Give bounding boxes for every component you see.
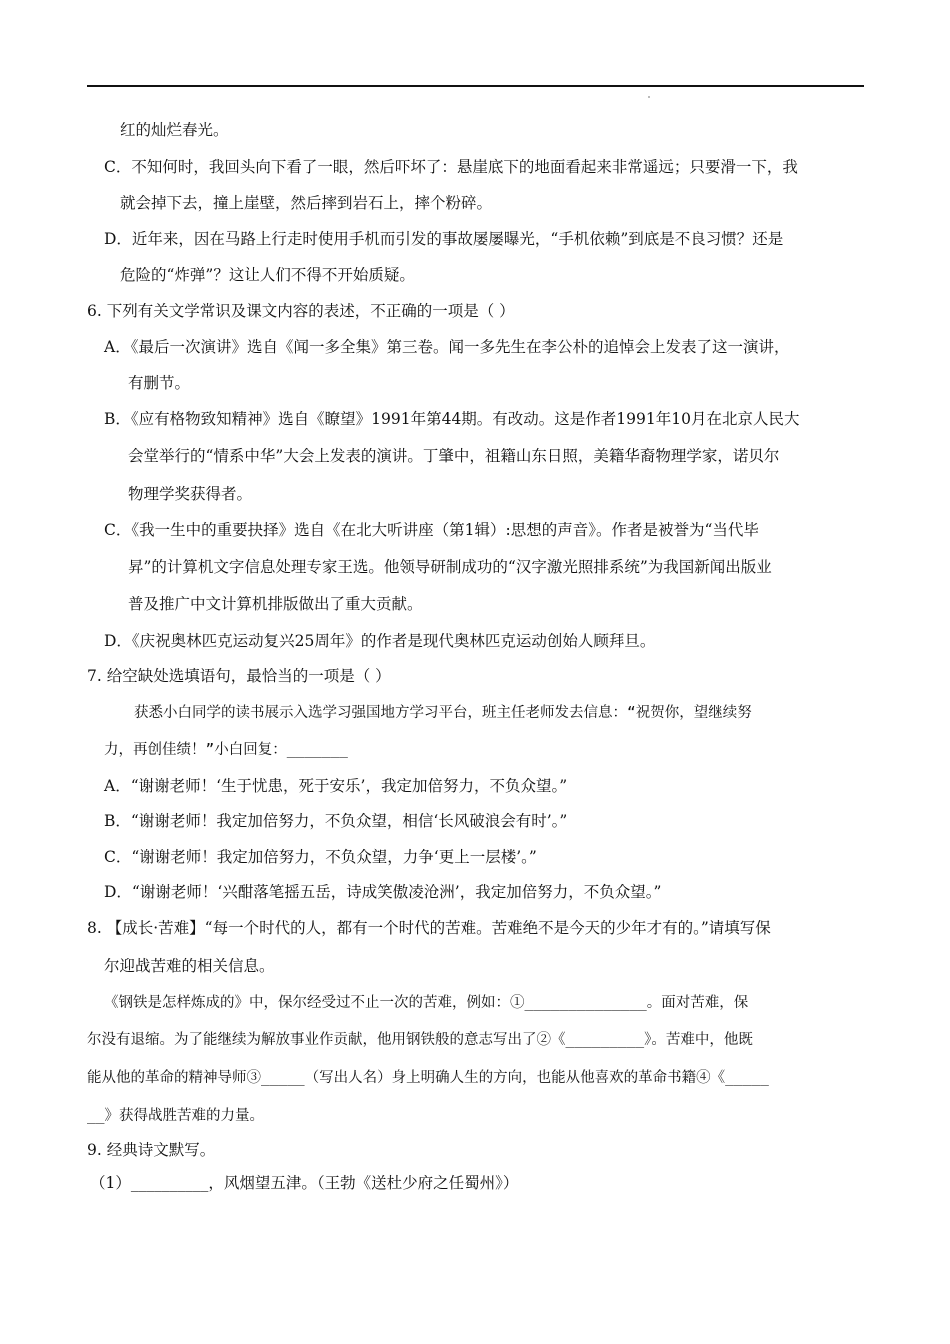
q6-option-a: A．《最后一次演讲》选自《闻一多全集》第三卷。闻一多先生在李公朴的追悼会上发表了这一演讲， [104,338,790,356]
q6-option-b: B．《应有格物致知精神》选自《瞭望》1991年第44期。有改动。这是作者1991年10月在北京人民大 [104,410,800,428]
header-dot [648,96,650,98]
question-7: 7. 给空缺处选填语句，最恰当的一项是（ ） [87,667,391,685]
text-line: 红的灿烂春光。 [120,121,229,139]
question-8: 8. 【成长·苦难】“每一个时代的人，都有一个时代的苦难。苦难绝不是今天的少年才有的。”请填写保 [87,919,771,937]
text-line: 就会掉下去，撞上崖壁，然后摔到岩石上，摔个粉碎。 [120,194,493,212]
text-line: 危险的“炸弹”？这让人们不得不开始质疑。 [120,266,415,284]
q7-option-a: A．“谢谢老师！‘生于忧患，死于安乐’，我定加倍努力，不负众望。” [104,777,568,795]
question-6: 6. 下列有关文学常识及课文内容的表述，不正确的一项是（ ） [87,302,515,320]
q6-option-c: C．《我一生中的重要抉择》选自《在北大听讲座（第1辑）:思想的声音》。作者是被誉为“当代毕 [104,521,759,539]
q7-option-d: D．“谢谢老师！‘兴酣落笔摇五岳，诗成笑傲凌沧洲’，我定加倍努力，不负众望。” [104,883,662,901]
header-rule [87,85,864,87]
q8-passage: 能从他的革命的精神导师③_____（写出人名）身上明确人生的方向，也能从他喜欢的革命书籍④《_____ [87,1070,769,1086]
text-line: 尔迎战苦难的相关信息。 [104,957,275,975]
text-line: 有删节。 [128,374,191,392]
text-line: 物理学奖获得者。 [128,485,253,503]
q8-passage: 尔没有退缩。为了能继续为解放事业作贡献，他用钢铁般的意志写出了②《_________》。苦难中，他既 [87,1032,753,1048]
text-line: 普及推广中文计算机排版做出了重大贡献。 [128,595,423,613]
question-9: 9. 经典诗文默写。 [87,1141,216,1159]
q8-passage: 《钢铁是怎样炼成的》中，保尔经受过不止一次的苦难，例如：①______________。面对苦难，保 [104,995,749,1011]
option-d-line: D．近年来，因在马路上行走时使用手机而引发的事故屡屡曝光，“手机依赖”到底是不良习惯？还是 [104,230,784,248]
text-line: 昇”的计算机文字信息处理专家王选。他领导研制成功的“汉字激光照排系统”为我国新闻出版业 [128,558,772,576]
option-c-line: C．不知何时，我回头向下看了一眼，然后吓坏了：悬崖底下的地面看起来非常遥远；只要滑一下，我 [104,158,798,176]
q7-passage: 力，再创佳绩！”小白回复：_______ [104,742,348,758]
q9-item-1: （1）__________，风烟望五津。（王勃《送杜少府之任蜀州》） [90,1174,519,1192]
q6-option-d: D．《庆祝奥林匹克运动复兴25周年》的作者是现代奥林匹克运动创始人顾拜旦。 [104,632,656,650]
q7-option-c: C．“谢谢老师！我定加倍努力，不负众望，力争‘更上一层楼’。” [104,848,537,866]
q7-option-b: B．“谢谢老师！我定加倍努力，不负众望，相信‘长风破浪会有时’。” [104,812,568,830]
q8-passage: __》获得战胜苦难的力量。 [87,1108,264,1124]
text-line: 会堂举行的“情系中华”大会上发表的演讲。丁肇中，祖籍山东日照，美籍华裔物理学家，诺贝尔 [128,447,780,465]
q7-passage: 获悉小白同学的读书展示入选学习强国地方学习平台，班主任老师发去信息：“祝贺你，望继续努 [134,705,752,721]
